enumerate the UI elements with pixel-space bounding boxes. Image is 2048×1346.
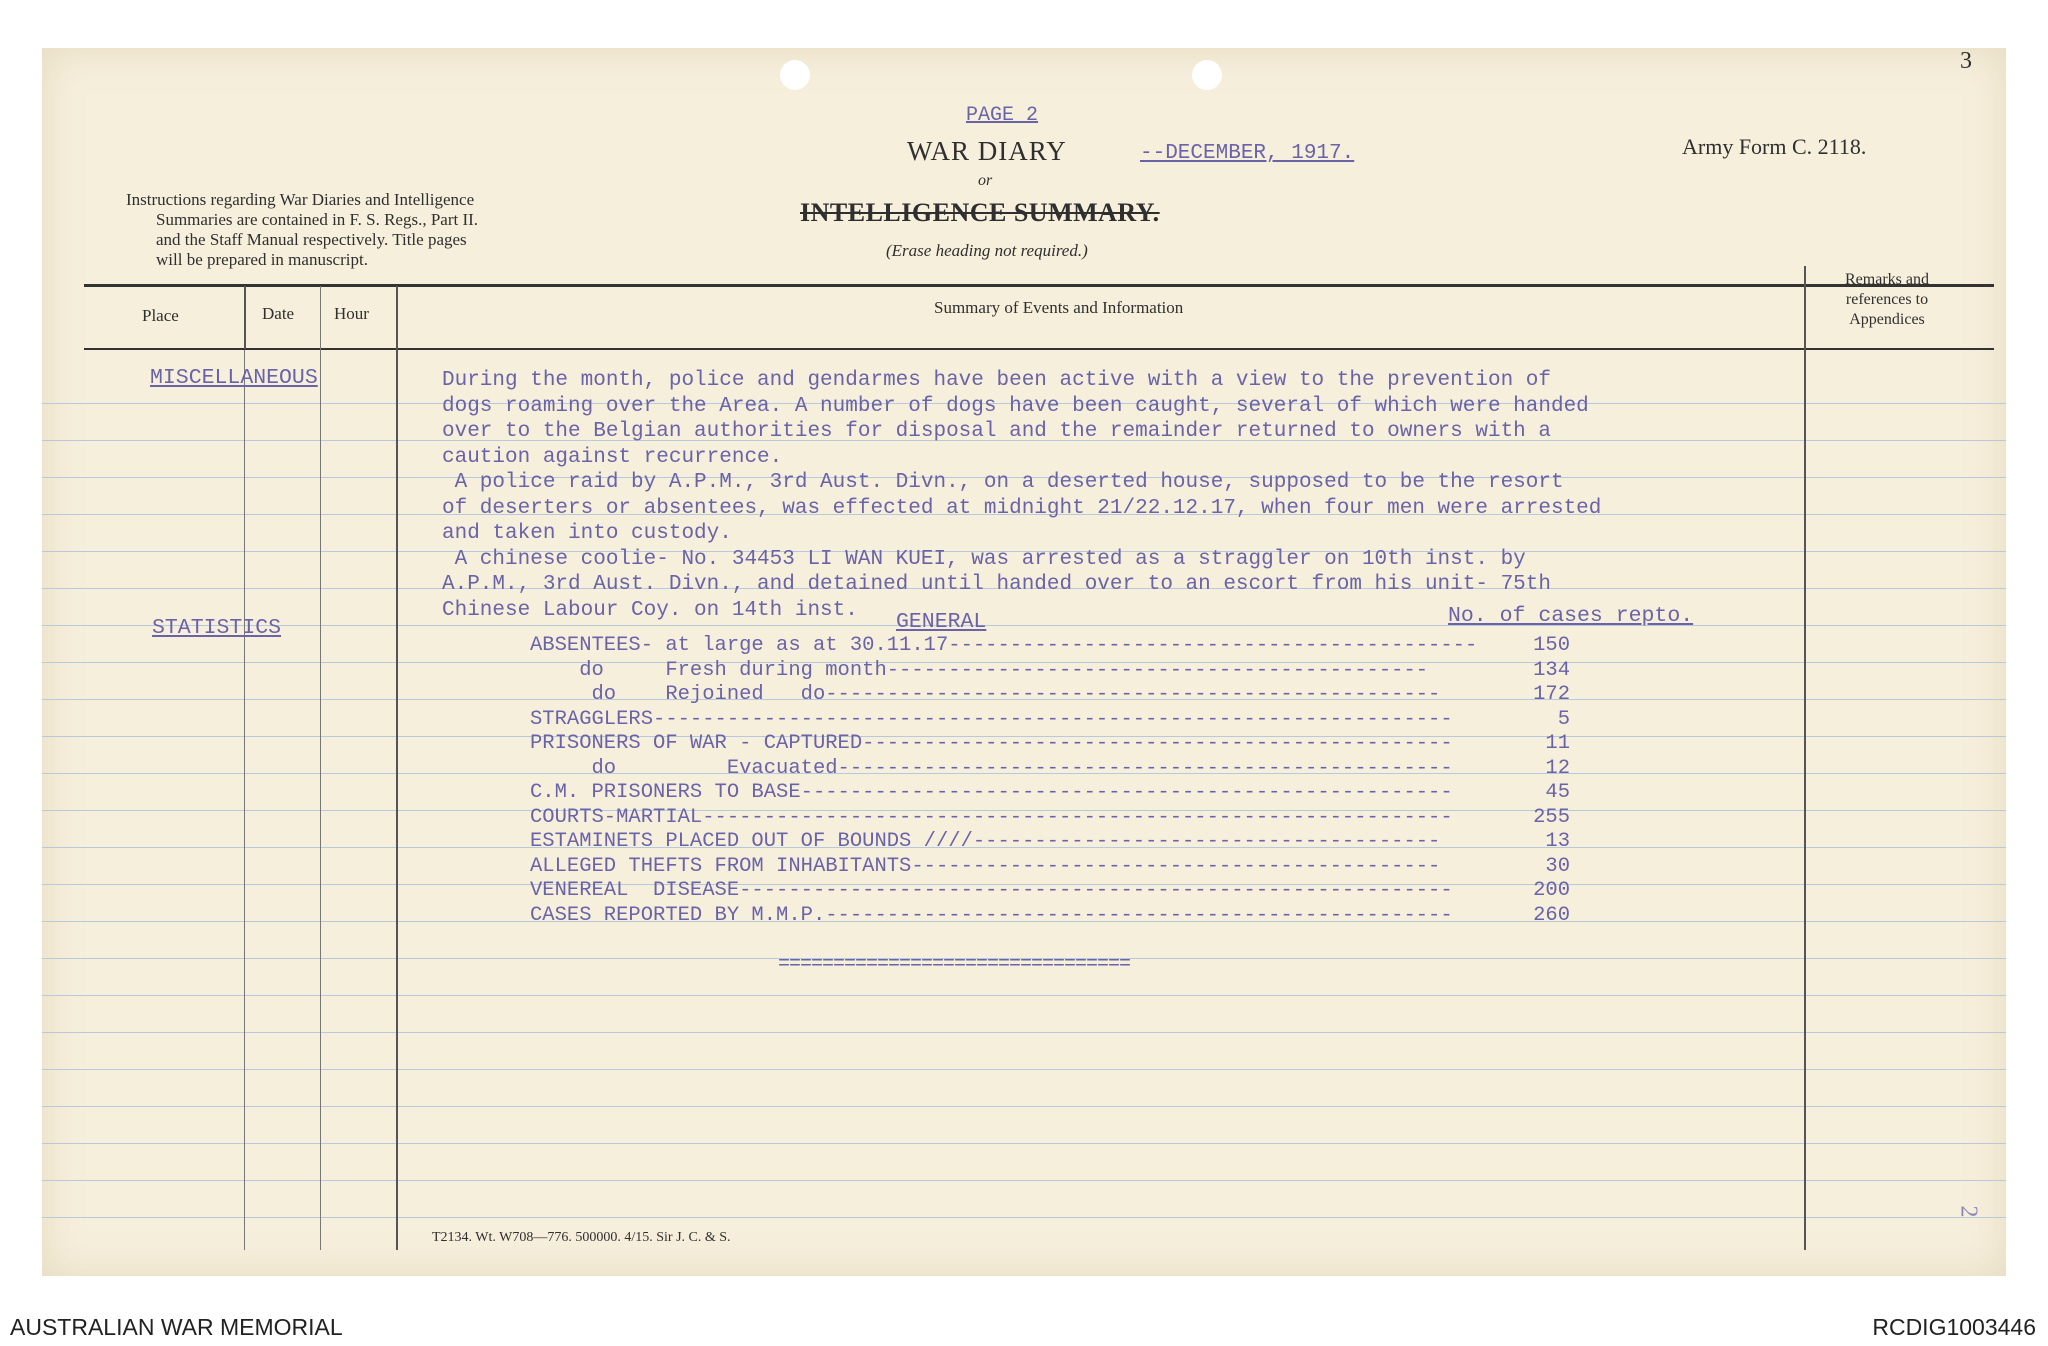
col-place: Place — [142, 306, 179, 325]
narrative-line: A chinese coolie- No. 34453 LI WAN KUEI, was arrested as a straggler on 10th inst. by — [442, 547, 1526, 571]
instructions-block: Instructions regarding War Diaries and Intelligence Summaries are contained in F. S. Regs., Part II. and the Staff Manual respectively. Title pages will be prepared in manuscript. — [126, 190, 479, 269]
stats-row: COURTS-MARTIAL------------------------------------------------------------- 255 — [530, 805, 1570, 829]
print-line: T2134. Wt. W708—776. 500000. 4/15. Sir J. C. & S. — [432, 1230, 731, 1245]
narrative-line: Chinese Labour Coy. on 14th inst. — [442, 598, 858, 622]
misc-section-label: MISCELLANEOUS — [150, 366, 318, 390]
stats-row: PRISONERS OF WAR - CAPTURED------------------------------------------------ 11 — [530, 732, 1570, 755]
page-label: PAGE 2 — [966, 104, 1039, 127]
narrative-line: dogs roaming over the Area. A number of dogs have been caught, several of which were handed — [442, 394, 1589, 418]
page-title: WAR DIARY — [907, 136, 1067, 166]
stats-row: ESTAMINETS PLACED OUT OF BOUNDS ////-------------------------------------- 13 — [530, 830, 1570, 853]
or-text: or — [978, 172, 993, 189]
page-number-mark: 2 — [1955, 1205, 1982, 1218]
narrative-line: A.P.M., 3rd Aust. Divn., and detained until handed over to an escort from his unit- 75th — [442, 573, 1551, 596]
summary-heading: INTELLIGENCE SUMMARY. — [800, 198, 1160, 227]
stats-row: do Rejoined do-------------------------------------------------- 172 — [530, 683, 1570, 706]
stats-row: ABSENTEES- at large as at 30.11.17------------------------------------------- 150 — [530, 634, 1570, 657]
col-summary: Summary of Events and Information — [934, 298, 1184, 317]
header-rule-top — [84, 284, 1994, 287]
punch-hole — [1192, 60, 1222, 90]
stats-row: do Fresh during month-------------------------------------------- 134 — [530, 658, 1570, 682]
punch-hole — [780, 60, 810, 90]
stats-section-label: STATISTICS — [152, 616, 282, 640]
stats-row: CASES REPORTED BY M.M.P.--------------------------------------------------- 260 — [530, 903, 1570, 927]
col-hour: Hour — [334, 304, 369, 323]
stats-end-rule: ================================ — [778, 953, 1131, 976]
erase-note: (Erase heading not required.) — [886, 241, 1088, 260]
narrative-line: over to the Belgian authorities for disposal and the remainder returned to owners with a — [442, 420, 1551, 443]
narrative-line: of deserters or absentees, was effected at midnight 21/22.12.17, when four men were arrested — [442, 496, 1602, 520]
col-remarks: Remarks and references to Appendices — [1845, 271, 1929, 328]
army-form-number: Army Form C. 2118. — [1682, 134, 1867, 159]
narrative-line: and taken into custody. — [442, 522, 732, 545]
stats-row: C.M. PRISONERS TO BASE----------------------------------------------------- 45 — [530, 781, 1570, 804]
diary-month: --DECEMBER, 1917. — [1140, 142, 1355, 165]
narrative-line: During the month, police and gendarmes have been active with a view to the prevention of — [442, 369, 1551, 392]
header-rule-bottom — [84, 348, 1994, 350]
archive-name: AUSTRALIAN WAR MEMORIAL — [10, 1314, 343, 1340]
cases-heading: No. of cases repto. — [1448, 604, 1694, 628]
diary-sheet — [42, 48, 2006, 1276]
stats-row: STRAGGLERS----------------------------------------------------------------- 5 — [530, 707, 1570, 731]
stats-row: VENEREAL DISEASE---------------------------------------------------------- 200 — [530, 879, 1570, 902]
general-heading: GENERAL — [896, 610, 987, 634]
narrative-block — [442, 368, 1601, 623]
stats-row: do Evacuated-------------------------------------------------- 12 — [530, 756, 1570, 780]
record-id: RCDIG1003446 — [1872, 1314, 2036, 1340]
narrative-line: A police raid by A.P.M., 3rd Aust. Divn., on a deserted house, supposed to be the resort — [442, 471, 1564, 494]
stats-table — [530, 634, 1570, 928]
col-date: Date — [262, 304, 295, 323]
stats-row: ALLEGED THEFTS FROM INHABITANTS------------------------------------------- 30 — [530, 854, 1570, 878]
corner-mark: 3 — [1960, 48, 1972, 74]
narrative-line: caution against recurrence. — [442, 445, 783, 469]
